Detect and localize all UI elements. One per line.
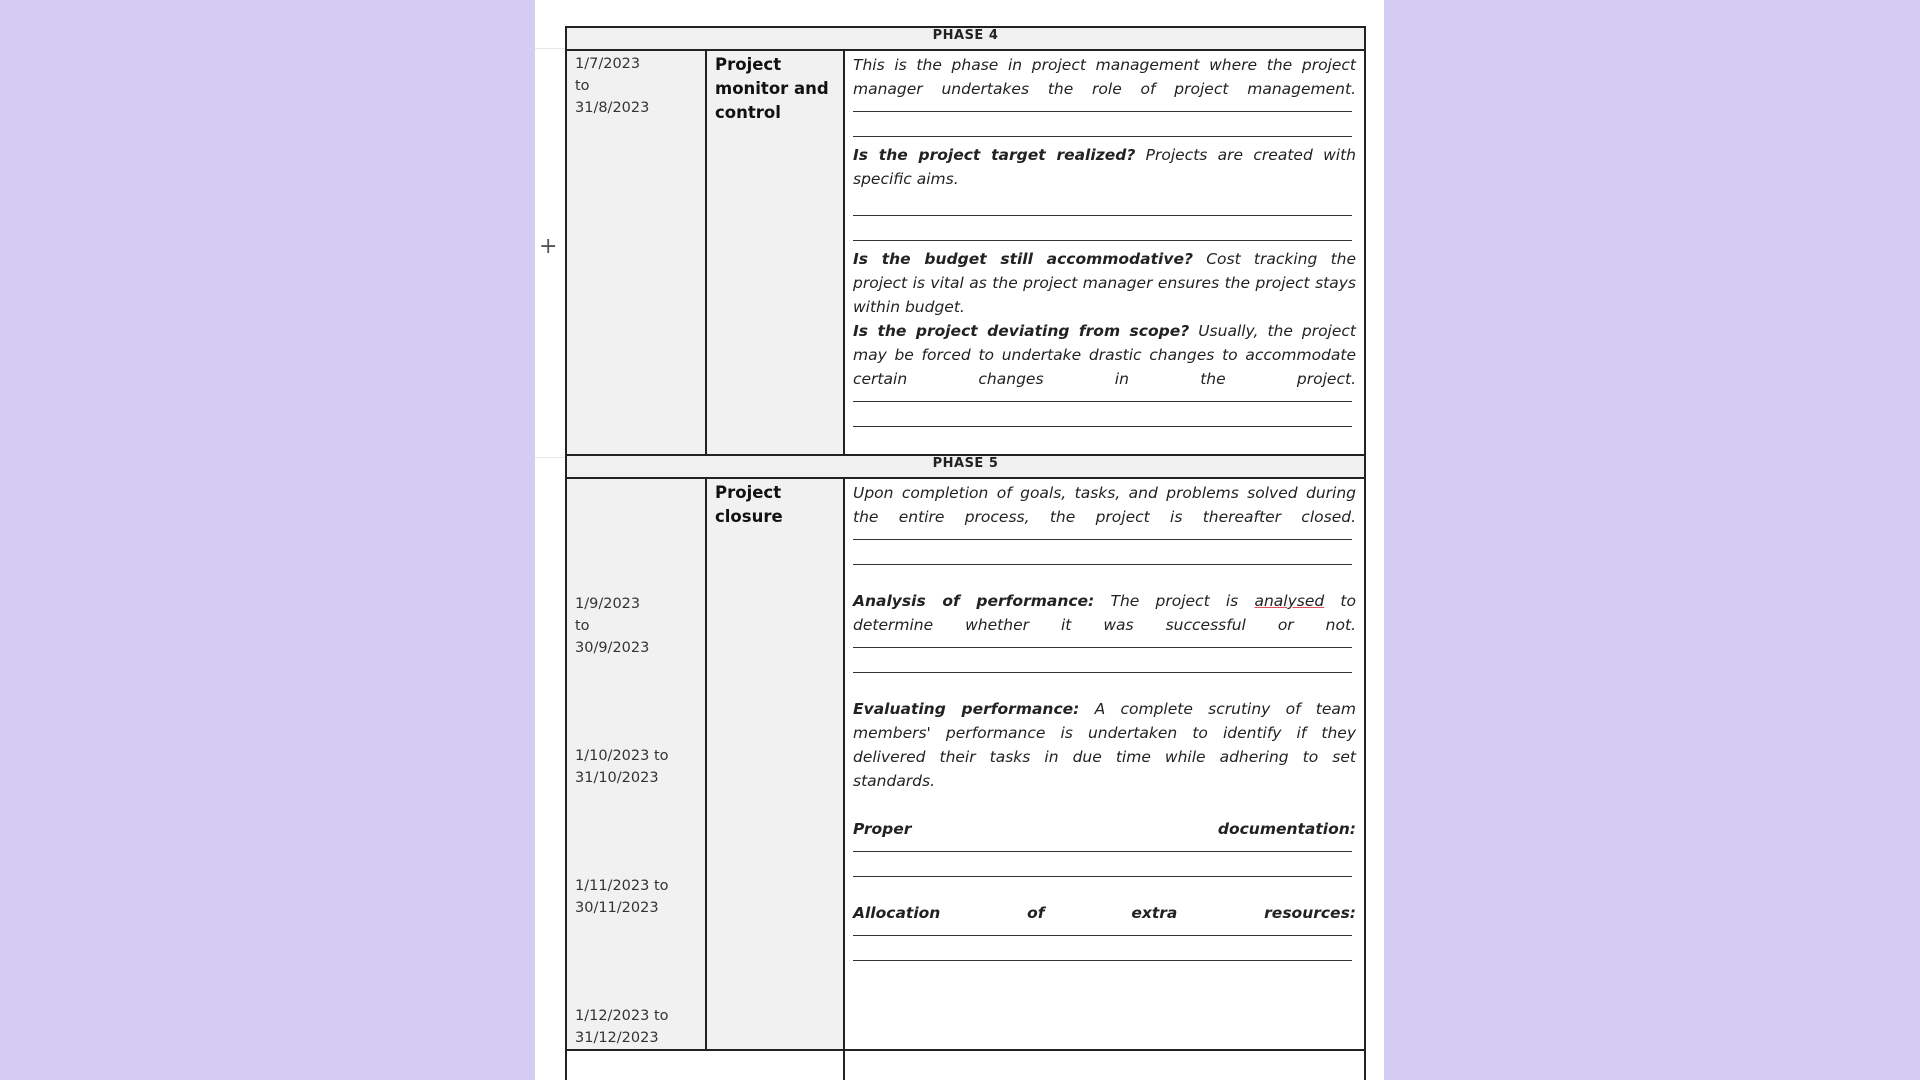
phase4-date-cell	[566, 50, 706, 455]
divider-line	[853, 925, 1352, 936]
phase4-date-start: 1/7/2023	[575, 56, 641, 72]
phase4-intro: This is the phase in project management where the project manager undertakes the role of project management.	[853, 56, 1356, 98]
phase5-name: Project closure	[715, 483, 783, 526]
divider-line	[853, 391, 1352, 402]
divider-line	[853, 936, 1352, 961]
document-page	[535, 0, 1384, 1080]
project-phases-table	[565, 26, 1366, 1080]
phase5-row	[566, 478, 1365, 1050]
divider-line	[853, 101, 1352, 112]
phase4-q2: Is the budget still accommodative? Cost tracking the project is vital as the project manager ensures the project stays within budget.	[853, 250, 1357, 316]
phase4-date-to: to	[575, 78, 590, 94]
divider-line	[853, 402, 1352, 427]
phase5-header-row	[566, 455, 1365, 478]
next-row-left	[566, 1050, 844, 1080]
margin-tick	[535, 457, 565, 458]
phase5-allocation: Allocation of extra resources:	[853, 904, 1356, 922]
phase4-date-end: 31/8/2023	[575, 100, 650, 116]
phase5-header: PHASE 5	[566, 455, 1365, 478]
phase5-date-cell	[566, 478, 706, 1050]
phase4-desc-cell[interactable]	[844, 50, 1365, 455]
phase5-analysis: Analysis of performance: The project is analysed to determine whether it was successful or not.	[853, 592, 1356, 634]
phase5-desc-cell[interactable]	[844, 478, 1365, 1050]
next-row-right[interactable]	[844, 1050, 1365, 1080]
divider-line	[853, 648, 1352, 673]
phase5-date-4: 1/12/2023 to 31/12/2023	[575, 1008, 669, 1046]
phase4-header-row	[566, 27, 1365, 50]
phase5-name-cell	[706, 478, 844, 1050]
phase5-intro: Upon completion of goals, tasks, and problems solved during the entire process, the project is thereafter closed.	[853, 484, 1356, 526]
phase4-header: PHASE 4	[566, 27, 1365, 50]
divider-line	[853, 852, 1352, 877]
next-row	[566, 1050, 1365, 1080]
plus-icon[interactable]: +	[539, 234, 558, 259]
phase4-name: Project monitor and control	[715, 55, 829, 122]
divider-line	[853, 841, 1352, 852]
divider-line	[853, 529, 1352, 540]
divider-line	[853, 216, 1352, 241]
phase5-date-1: 1/9/2023 to 30/9/2023	[575, 596, 650, 656]
divider-line	[853, 191, 1352, 216]
phase5-date-3: 1/11/2023 to 30/11/2023	[575, 878, 669, 916]
phase4-row	[566, 50, 1365, 455]
phase4-name-cell	[706, 50, 844, 455]
phase5-documentation: Proper documentation:	[853, 820, 1356, 838]
phase5-evaluation: Evaluating performance: A complete scrutiny of team members' performance is undertaken to identify if they delivered their tasks in due time while adhering to set standards.	[853, 700, 1356, 790]
phase5-date-2: 1/10/2023 to 31/10/2023	[575, 748, 669, 786]
phase4-q1: Is the project target realized? Projects are created with specific aims.	[853, 146, 1356, 188]
divider-line	[853, 637, 1352, 648]
divider-line	[853, 112, 1352, 137]
divider-line	[853, 540, 1352, 565]
phase4-q3: Is the project deviating from scope? Usually, the project may be forced to undertake drastic changes to accommodate certain changes in the project.	[853, 322, 1356, 388]
margin-tick	[535, 48, 565, 49]
spellcheck-word[interactable]: analysed	[1254, 592, 1325, 610]
